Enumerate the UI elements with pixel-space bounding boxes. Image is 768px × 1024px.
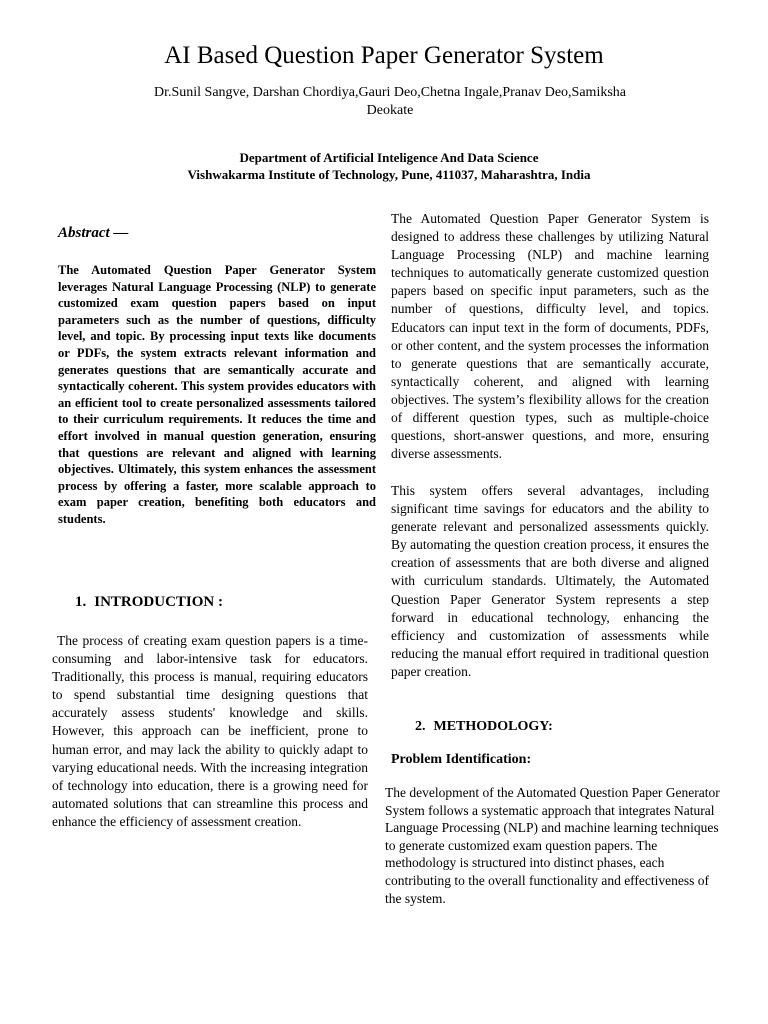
section-title: METHODOLOGY: <box>433 719 553 734</box>
institute-line: Vishwakarma Institute of Technology, Pune, 411037, Maharashtra, India <box>187 167 591 182</box>
section-number: 2. <box>415 719 426 734</box>
affiliation-block <box>0 149 768 183</box>
right-column-paragraph-1: The Automated Question Paper Generator System is designed to address these challenges by utilizing Natural Language Processing (NLP) and machine learning techniques to automatically generate customized question papers based on specific input parameters, such as the number of questions, difficulty level, and topics. Educators can input text in the form of documents, PDFs, or other content, and the system processes the information to generate questions that are semantically accurate, syntactically coherent, and aligned with learning objectives. The system’s flexibility allows for the creation of different question types, such as multiple-choice questions, short-answer questions, and more, ensuring diverse assessments. <box>391 211 709 462</box>
section-number: 1. <box>75 594 87 610</box>
introduction-heading <box>75 594 223 611</box>
introduction-body: The process of creating exam question papers is a time-consuming and labor-intensive task for educators. Traditionally, this process is manual, requiring educators to spend substantial time designing questions that accurately assess students' knowledge and skills. However, this approach can be inefficient, prone to human error, and may lack the ability to quickly adapt to varying educational needs. With the increasing integration of technology into education, there is a growing need for automated solutions that can streamline this process and enhance the efficiency of assessment creation. <box>52 633 368 829</box>
methodology-body: The development of the Automated Question Paper Generator System follows a systematic approach that integrates Natural Language Processing (NLP) and machine learning techniques to generate customized exam question papers. The methodology is structured into distinct phases, each contributing to the overall functionality and effectiveness of the system. <box>385 785 720 906</box>
methodology-heading <box>415 719 553 735</box>
abstract-heading: Abstract — <box>58 225 129 241</box>
author-list: Dr.Sunil Sangve, Darshan Chordiya,Gauri Deo,Chetna Ingale,Pranav Deo,Samiksha Deokate <box>153 85 626 118</box>
paper-title: AI Based Question Paper Generator System <box>164 42 604 69</box>
problem-identification-heading: Problem Identification: <box>391 752 532 767</box>
abstract-body: The Automated Question Paper Generator System leverages Natural Language Processing (NLP) to generate customized exam question papers based on input parameters such as the number of questions, difficulty level, and topic. By processing input texts like documents or PDFs, the system extracts relevant information and generates questions that are semantically accurate and syntactically coherent. This system provides educators with an efficient tool to create personalized assessments tailored to their curriculum requirements. It reduces the time and effort involved in manual question generation, ensuring that questions are relevant and aligned with learning objectives. Ultimately, this system enhances the assessment process by offering a faster, more scalable approach to exam paper creation, benefiting both educators and students. <box>58 263 376 526</box>
department-line: Department of Artificial Inteligence And Data Science <box>239 150 539 165</box>
right-column-paragraph-2: This system offers several advantages, including significant time savings for educators and the ability to generate relevant and personalized assessments quickly. By automating the question creation process, it ensures the creation of assessments that are both diverse and aligned with curriculum standards. Ultimately, the Automated Question Paper Generator System represents a step forward in educational technology, enhancing the efficiency and customization of assessments while reducing the manual effort required in traditional question paper creation. <box>391 483 709 679</box>
section-title: INTRODUCTION : <box>94 594 224 610</box>
